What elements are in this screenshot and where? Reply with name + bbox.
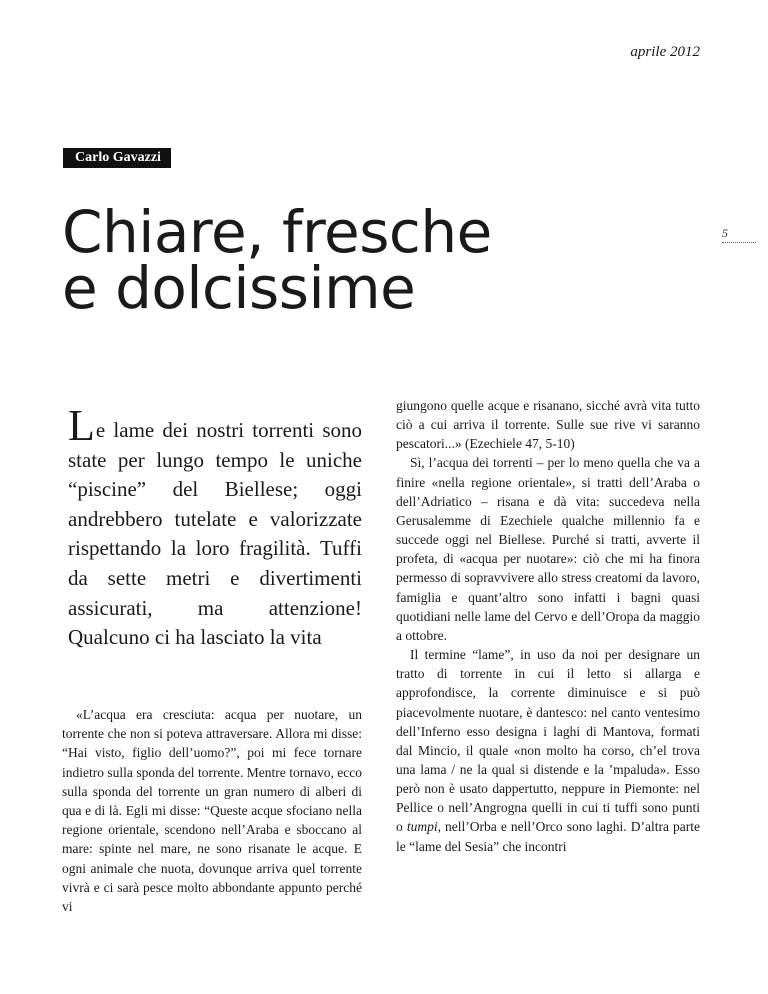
italic-term: tumpi <box>406 819 438 835</box>
body-text: , nell’Orba e nell’Orco sono laghi. D’altra parte le “lame del Sesia” che incontri <box>396 819 700 854</box>
body-paragraph: Sì, l’acqua dei torrenti – per lo meno quella che va a finire «nella regione orientale», si tratti dell’Araba o dell’Adriatico – risana e dà vita: succedeva nella Gerusalemme di Ezechiele qualche millennio fa e succede oggi nel Biellese. Purché si tratti, avverte il profeta, di «acqua per nuotare»: ciò che mi ha finora permesso di sopravvivere allo stress creatomi da lavoro, famiglia e quant’altro sono infatti i bagni quasi quotidiani nelle lame del Cervo e dell’Oropa da maggio a ottobre. <box>396 455 700 643</box>
lead-dropcap: L <box>68 401 95 450</box>
lead-text: e lame dei nostri torrenti sono state per lungo tempo le uniche “piscine” del Biellese; oggi andrebbero tutelate e valorizzate rispettando la loro fragilità. Tuffi da sette metri e divertimenti assicurati, ma attenzione! Qualcuno ci ha lasciato la vita <box>68 418 362 650</box>
body-column-left: «L’acqua era cresciuta: acqua per nuotare, un torrente che non si poteva attraversare. Allora mi disse: “Hai visto, figlio dell’uomo?”, poi mi fece tornare indietro sulla sponda del torrente. Mentre tornavo, ecco sulla sponda del torrente un gran numero di alberi di qua e di là. Egli mi disse: “Queste acque sfociano nella regione orientale, scendono nell’Araba e sboccano al mare: spinte nel mare, ne sono risanate le acque. E ogni animale che nuota, dovunque arriva quel torrente vivrà e ci sarà pesce molto abbondante appunto perché vi <box>62 707 362 915</box>
title-line-2: e dolcissime <box>62 254 416 322</box>
article-lead <box>68 401 362 653</box>
page-number: 5 <box>722 226 728 240</box>
article-title <box>62 198 582 322</box>
title-line-1: Chiare, fresche <box>62 198 492 266</box>
issue-date: aprile 2012 <box>630 44 700 60</box>
page-number-dots <box>722 242 756 243</box>
body-paragraph <box>396 645 700 856</box>
body-paragraph: giungono quelle acque e risanano, sicché avrà vita tutto ciò a cui arriva il torrente. Sulle sue rive vi saranno pescatori...» (Ezechiele 47, 5-10) <box>396 398 700 452</box>
author-label: Carlo Gavazzi <box>63 148 171 168</box>
body-column-right <box>396 396 700 856</box>
body-text: Il termine “lame”, in uso da noi per designare un tratto di torrente in cui il letto si allarga e approfondisce, la corrente diminuisce e si può piacevolmente nuotare, è dantesco: nel canto ventesimo dell’Inferno esso designa i laghi di Mantova, formati dal Mincio, il quale «non molto ha corso, ch’el trova una lama / ne la qual si distende e la ’mpaluda». Esso però non è usato dappertutto, neppure in Piemonte: nel Pellice o nell’Angrogna quelli in cui ti tuffi sono punti o <box>396 647 700 835</box>
